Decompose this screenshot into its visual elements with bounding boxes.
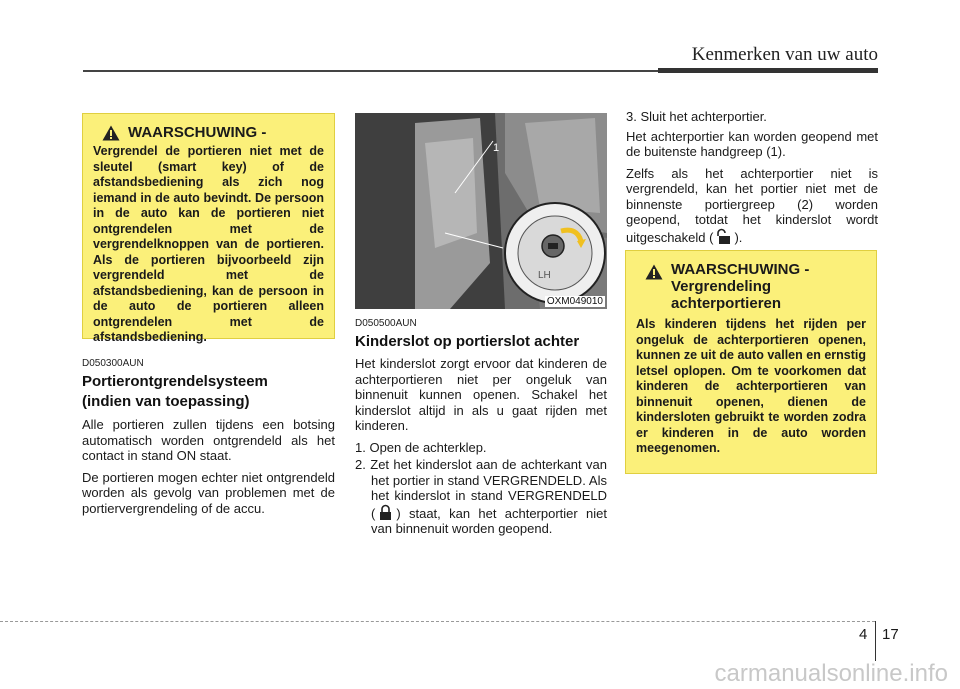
paragraph: De portieren mogen echter niet ontgrendeld worden als gevolg van problemen met de portiervergrendeling of de accu. xyxy=(82,469,335,516)
warning-box-left xyxy=(82,113,335,344)
step-1: 1. Open de achterklep. xyxy=(355,439,487,455)
section-code: D050500AUN xyxy=(355,318,417,329)
warning-body-right: Als kinderen tijdens het rijden per ongeluk de achterportieren openen, kunnen ze uit de auto vallen en ernstig letsel oplopen. Om te voorkomen dat kinderen de achterportieren van binnenuit openen, dienen de kindersloten gebruikt te worden zodra er kinderen in de auto worden meegenomen. xyxy=(636,317,866,455)
unlock-icon xyxy=(716,228,731,245)
warning-title-text: WAARSCHUWING - xyxy=(128,124,267,141)
figure-callout-1: 1 xyxy=(493,142,500,154)
warning-box-right xyxy=(625,250,877,474)
paragraph: Het kinderslot zorgt ervoor dat kinderen de achterportieren niet per ongeluk van binnenuit kunnen openen. Schakel het kinderslot altijd in als u gaat rijden met kinderen. xyxy=(355,356,607,433)
step-2: 2. Zet het kinderslot aan de achterkant van het portier in stand VERGRENDELD. Als het kinderslot in stand VERGRENDELD ( ) staat, kan het achterportier niet van binnenuit worden geopend. xyxy=(355,457,607,536)
warning-title-left xyxy=(102,124,324,141)
section-code: D050300AUN xyxy=(82,358,144,369)
warning-title-text: achterportieren xyxy=(671,295,782,312)
page-number: 17 xyxy=(882,626,899,643)
watermark: carmanualsonline.info xyxy=(714,660,948,687)
section-heading-line1: Portierontgrendelsysteem xyxy=(82,373,268,390)
section-door-unlock xyxy=(82,358,335,522)
header-title: Kenmerken van uw auto xyxy=(691,44,878,65)
footer-rule xyxy=(0,621,875,622)
chapter-number: 4 xyxy=(859,626,868,643)
paragraph: Zelfs als het achterportier niet is vergrendeld, kan het portier niet met de binnenste portiergreep (2) worden geopend, totdat het kinderslot wordt uitgeschakeld ( ). xyxy=(626,165,878,245)
warning-triangle-icon xyxy=(102,125,120,141)
lock-icon xyxy=(378,504,393,521)
warning-title-text: WAARSCHUWING - xyxy=(671,261,810,278)
figure-label: OXM049010 xyxy=(546,296,603,307)
warning-title-right xyxy=(645,261,866,312)
child-lock-figure xyxy=(355,113,607,309)
paragraph: Alle portieren zullen tijdens een botsing automatisch worden ontgrendeld als het contact in stand ON staat. xyxy=(82,417,335,463)
step-3: 3. Sluit het achterportier. xyxy=(626,109,767,124)
section-rear-door xyxy=(626,109,878,251)
warning-body-left: Vergrendel de portieren niet met de sleutel (smart key) of de afstandsbediening als zich nog iemand in de auto bevindt. De persoon in de auto kan de portieren niet ontgrendelen met de vergrendelknoppen van de portieren. Als de portieren bijvoorbeeld zijn vergrendeld met de afstandsbediening, kan de persoon in de auto de portieren alleen ontgrendelen met de afstandsbediening. xyxy=(93,144,324,344)
svg-text:LH: LH xyxy=(538,270,551,281)
warning-title-text: Vergrendeling xyxy=(671,278,772,295)
section-heading-line2: (indien van toepassing) xyxy=(82,393,250,410)
footer-divider xyxy=(875,621,876,661)
section-heading: Kinderslot op portierslot achter xyxy=(355,333,580,350)
section-child-lock xyxy=(355,318,607,543)
paragraph: Het achterportier kan worden geopend met de buitenste handgreep (1). xyxy=(626,128,878,159)
header-rule-accent xyxy=(658,68,878,73)
warning-triangle-icon xyxy=(645,264,663,280)
door-photo-illustration xyxy=(355,113,607,309)
